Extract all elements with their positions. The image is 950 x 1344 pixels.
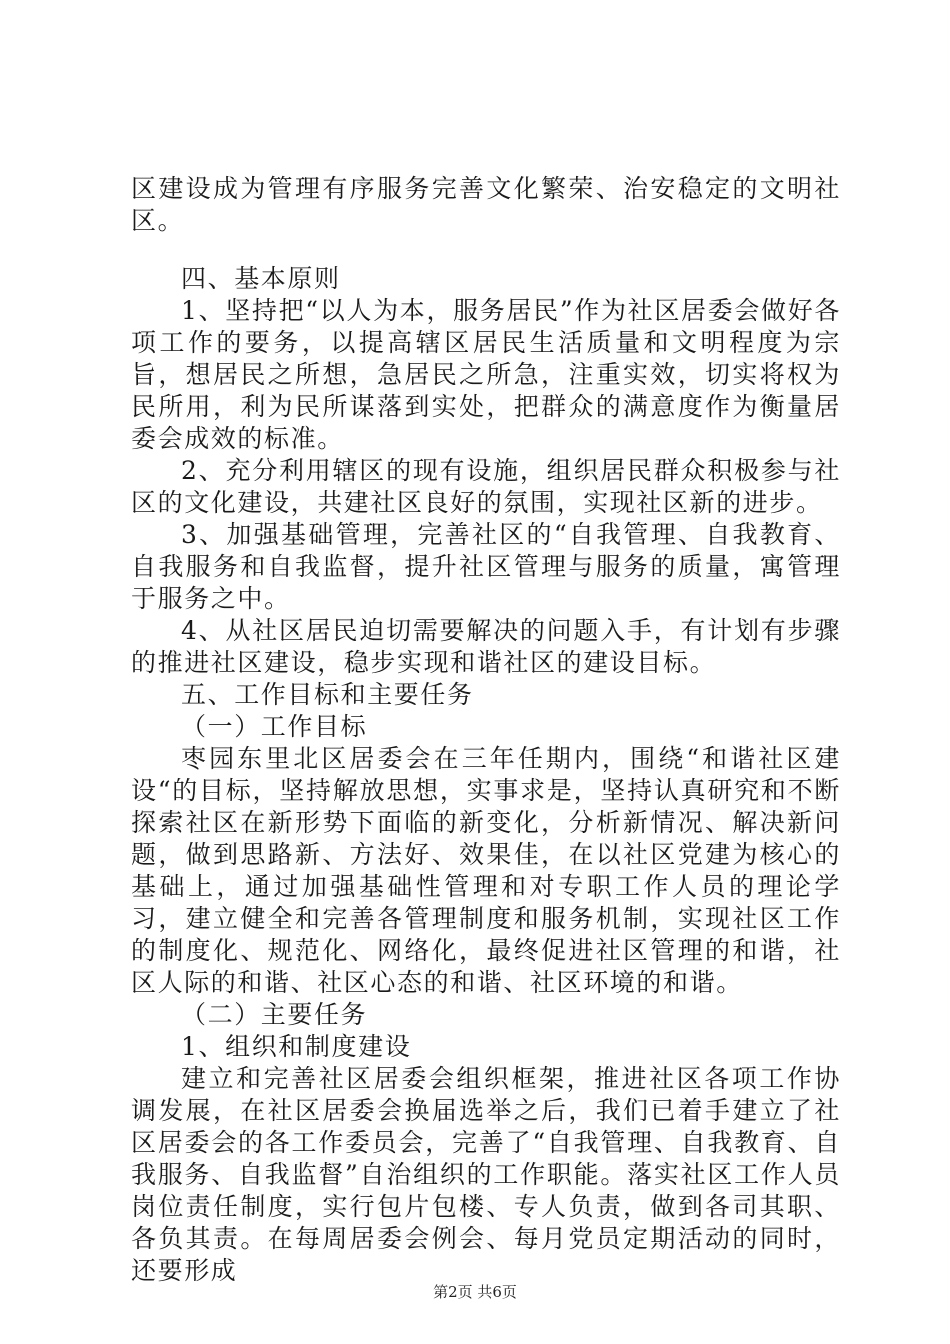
section-heading-principles: 四、基本原则: [181, 264, 341, 293]
principle-item-1: 1、坚持把“以人为本，服务居民”作为社区居委会做好各项工作的要务，以提高辖区居民生活质量和文明程度为宗旨，想居民之所想，急居民之所急，注重实效，切实将权为民所用，利为民所谋落到实处，把群众的满意度作为衡量居委会成效的标准。: [131, 296, 841, 453]
paragraph-work-goals: 枣园东里北区居委会在三年任期内，围绕“和谐社区建设“的目标，坚持解放思想，实事求是，坚持认真研究和不断探索社区在新形势下面临的新变化，分析新情况、解决新问题，做到思路新、方法好、效果佳，在以社区党建为核心的基础上，通过加强基础性管理和对专职工作人员的理论学习，建立健全和完善各管理制度和服务机制，实现社区工作的制度化、规范化、网络化，最终促进社区管理的和谐，社区人际的和谐、社区心态的和谐、社区环境的和谐。: [131, 744, 841, 997]
principle-item-2: 2、充分利用辖区的现有设施，组织居民群众积极参与社区的文化建设，共建社区良好的氛围，实现社区新的进步。: [131, 456, 841, 517]
subheading-main-tasks: （二）主要任务: [181, 1000, 368, 1029]
principle-item-3: 3、加强基础管理，完善社区的“自我管理、自我教育、自我服务和自我监督，提升社区管理与服务的质量，寓管理于服务之中。: [131, 520, 841, 613]
paragraph-organization: 建立和完善社区居委会组织框架，推进社区各项工作协调发展，在社区居委会换届选举之后，我们已着手建立了社区居委会的各工作委员会，完善了“自我管理、自我教育、自我服务、自我监督”自治组织的工作职能。落实社区工作人员岗位责任制度，实行包片包楼、专人负责，做到各司其职、各负其责。在每周居委会例会、每月党员定期活动的同时，还要形成: [131, 1064, 841, 1285]
task-heading-organization: 1、组织和制度建设: [181, 1032, 412, 1061]
subheading-work-goals: （一）工作目标: [181, 712, 368, 741]
paragraph-continuation: 区建设成为管理有序服务完善文化繁荣、治安稳定的文明社区。: [131, 174, 841, 235]
document-body: [131, 173, 841, 1287]
page-number-footer: 第2页 共6页: [433, 1283, 517, 1301]
section-heading-goals-tasks: 五、工作目标和主要任务: [181, 680, 474, 709]
principle-item-4: 4、从社区居民迫切需要解决的问题入手，有计划有步骤的推进社区建设，稳步实现和谐社区的建设目标。: [131, 616, 841, 677]
